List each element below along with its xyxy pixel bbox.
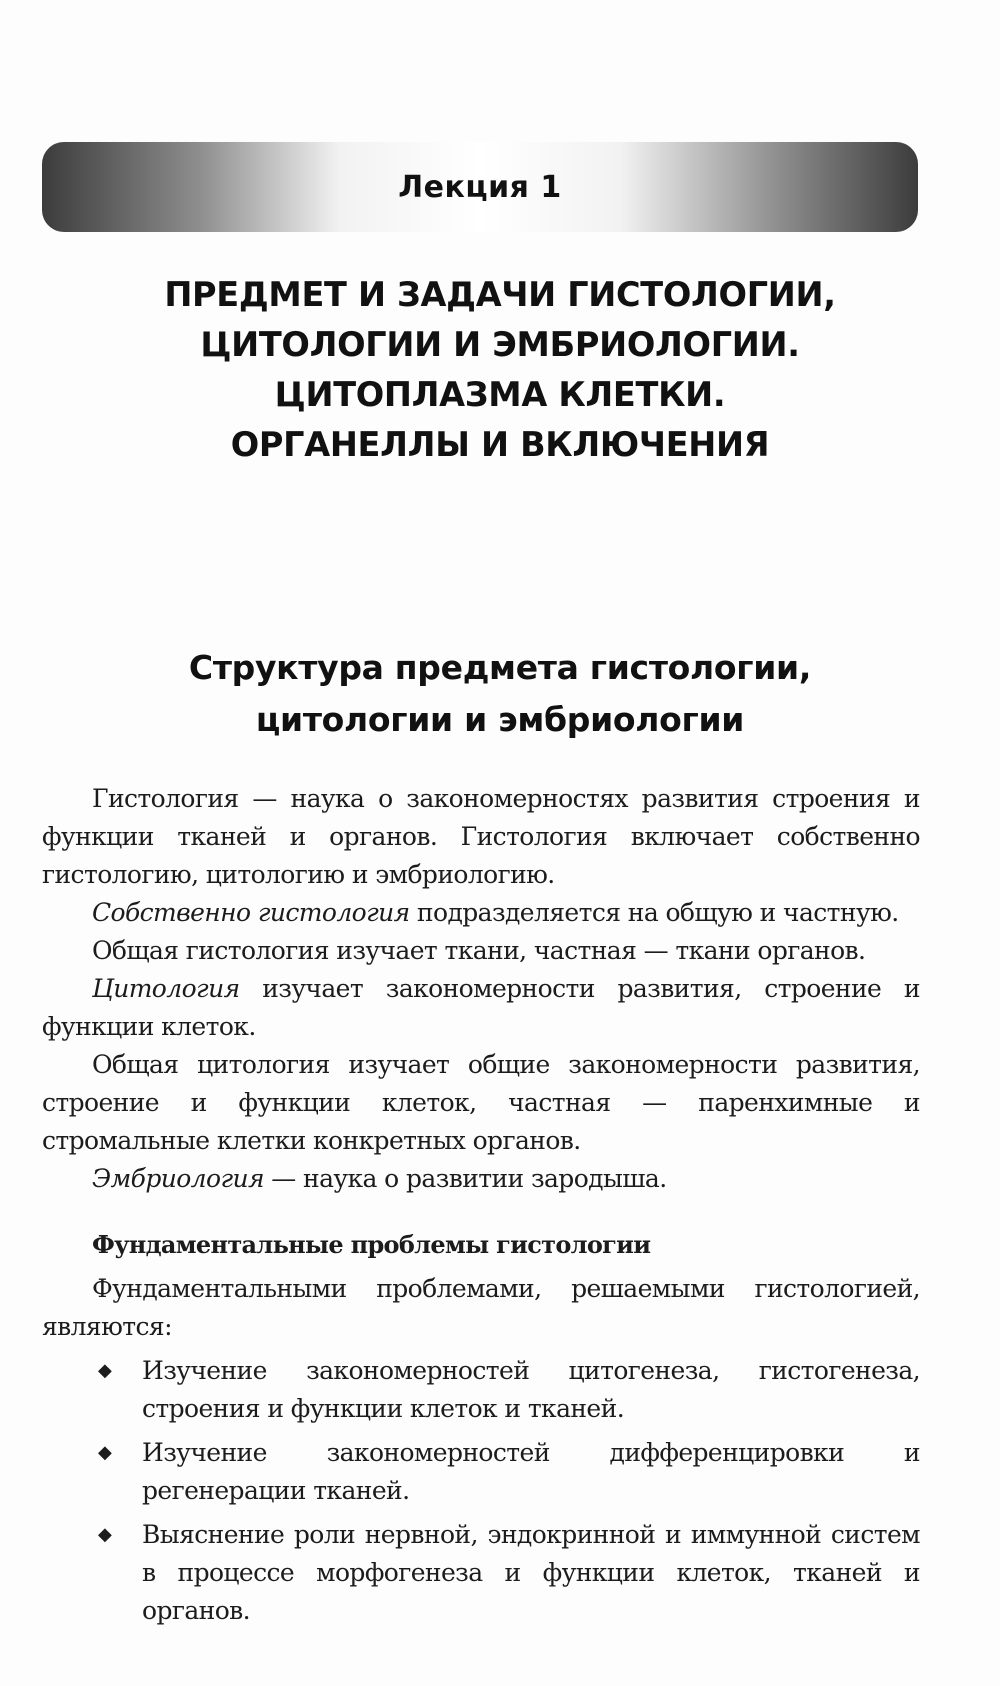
paragraph-histology-definition: Гистология — наука о закономерностях развития строения и функции тканей и органов. Гистология включает собственно гистологию, цитологию и эмбриологию. (42, 784, 920, 889)
chapter-title-line: ПРЕДМЕТ И ЗАДАЧИ ГИСТОЛОГИИ, (164, 275, 836, 314)
problems-section (42, 1226, 920, 1630)
lecture-label: Лекция 1 (398, 169, 562, 205)
chapter-title-line: ЦИТОПЛАЗМА КЛЕТКИ. (274, 375, 726, 414)
list-item-text: Изучение закономерностей цитогенеза, гистогенеза, строения и функции клеток и тканей. (142, 1356, 920, 1423)
list-item-text: Изучение закономерностей дифференцировки и регенерации тканей. (142, 1438, 920, 1505)
paragraph-proper-histology (42, 894, 920, 932)
paragraph-text: — наука о развитии зародыша. (263, 1164, 667, 1193)
term-cytology: Цитология (92, 974, 240, 1003)
diamond-bullet-icon: ◆ (98, 1442, 112, 1463)
chapter-title-line: ОРГАНЕЛЛЫ И ВКЛЮЧЕНИЯ (230, 425, 770, 464)
lecture-banner (42, 142, 918, 232)
list-item (42, 1516, 920, 1630)
list-item (42, 1434, 920, 1510)
paragraph-embryology (42, 1160, 920, 1198)
paragraph-text: подразделяется на общую и частную. (409, 898, 899, 927)
diamond-bullet-icon: ◆ (98, 1360, 112, 1381)
paragraph-general-cytology: Общая цитология изучает общие закономерности развития, строение и функции клеток, частная — паренхимные и стромальные клетки конкретных органов. (42, 1050, 920, 1155)
chapter-title-line: ЦИТОЛОГИИ И ЭМБРИОЛОГИИ. (200, 325, 800, 364)
paragraph-text: изучает закономерности развития, строение и функции клеток. (42, 974, 920, 1041)
diamond-bullet-icon: ◆ (98, 1524, 112, 1545)
body-text (42, 780, 920, 1198)
paragraph-general-histology: Общая гистология изучает ткани, частная — ткани органов. (92, 936, 866, 965)
problems-intro: Фундаментальными проблемами, решаемыми гистологией, являются: (42, 1274, 920, 1341)
term-embryology: Эмбриология (92, 1164, 264, 1193)
term-proper-histology: Собственно гистология (92, 898, 410, 927)
list-item (42, 1352, 920, 1428)
section-title-line: цитологии и эмбриологии (255, 700, 745, 739)
section-title-line: Структура предмета гистологии, (188, 648, 812, 687)
chapter-title (40, 270, 960, 470)
problems-heading: Фундаментальные проблемы гистологии (92, 1230, 651, 1259)
problems-list (42, 1352, 920, 1630)
list-item-text: Выяснение роли нервной, эндокринной и иммунной систем в процессе морфогенеза и функции клеток, тканей и органов. (142, 1520, 920, 1625)
paragraph-cytology (42, 970, 920, 1046)
section-title (40, 642, 960, 746)
